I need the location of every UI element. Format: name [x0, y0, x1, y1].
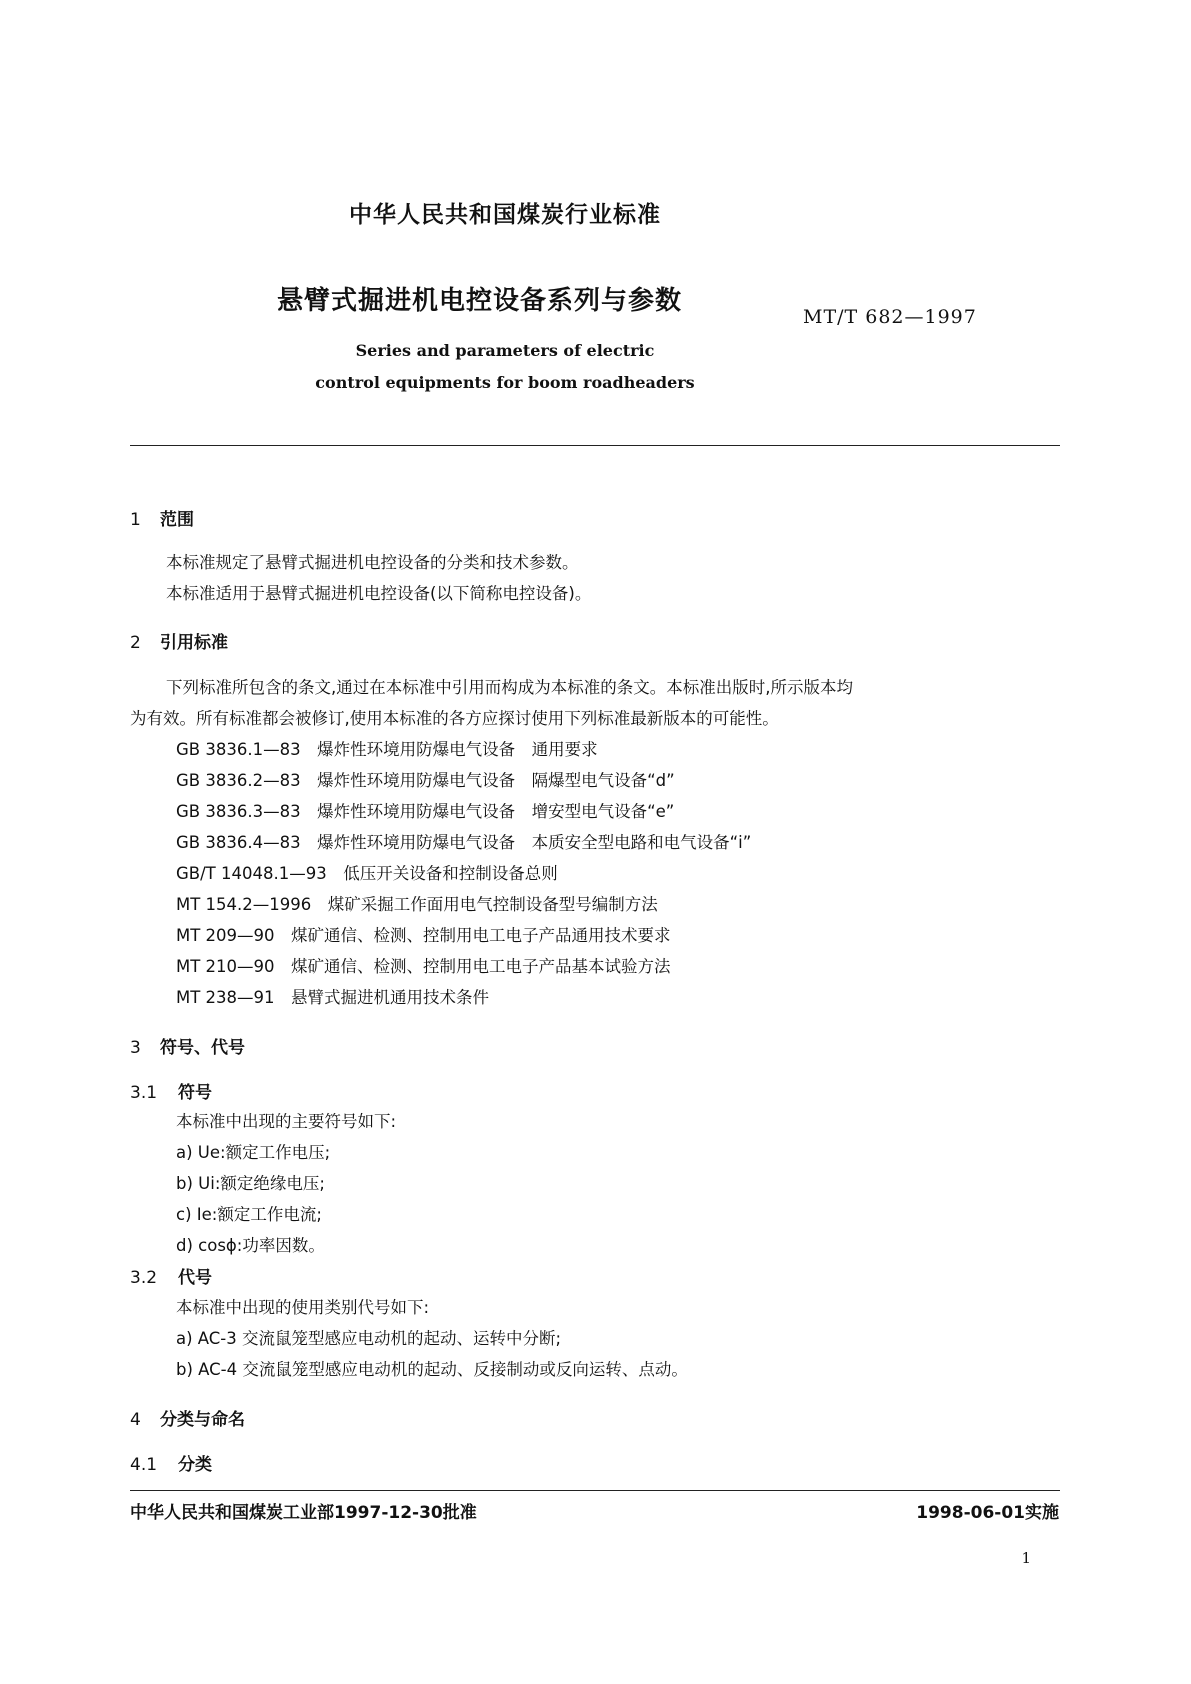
reference-item: MT 238—91 悬臂式掘进机通用技术条件	[176, 988, 490, 1007]
effective-date: 1998-06-01实施	[916, 1503, 1059, 1523]
subsection-title: 分类	[178, 1455, 212, 1475]
subsection-number: 3.1	[130, 1083, 158, 1103]
reference-item: GB 3836.1—83 爆炸性环境用防爆电气设备 通用要求	[176, 740, 598, 759]
section-4-heading	[130, 1405, 245, 1430]
header-divider	[130, 445, 1060, 446]
paragraph: 为有效。所有标准都会被修订,使用本标准的各方应探讨使用下列标准最新版本的可能性。	[130, 709, 779, 728]
section-title: 引用标准	[160, 633, 228, 653]
document-title-en-line1: Series and parameters of electric	[355, 341, 655, 360]
list-item: a) AC-3 交流鼠笼型感应电动机的起动、运转中分断;	[176, 1329, 562, 1348]
section-title: 范围	[160, 510, 194, 530]
page-number: 1	[1021, 1549, 1031, 1567]
paragraph: 本标准规定了悬臂式掘进机电控设备的分类和技术参数。	[166, 553, 579, 572]
section-title: 分类与命名	[160, 1410, 245, 1430]
reference-item: GB/T 14048.1—93 低压开关设备和控制设备总则	[176, 864, 558, 883]
document-title-en-line2: control equipments for boom roadheaders	[315, 373, 695, 392]
section-2-heading	[130, 628, 228, 653]
list-item: b) Ui:额定绝缘电压;	[176, 1174, 325, 1193]
section-3-heading	[130, 1033, 245, 1058]
reference-item: MT 209—90 煤矿通信、检测、控制用电工电子产品通用技术要求	[176, 926, 671, 945]
subsection-3-1-heading	[130, 1078, 212, 1103]
list-item: a) Ue:额定工作电压;	[176, 1143, 331, 1162]
subsection-3-2-heading	[130, 1263, 212, 1288]
section-number: 1	[130, 510, 141, 530]
subsection-title: 代号	[178, 1268, 212, 1288]
reference-item: MT 154.2—1996 煤矿采掘工作面用电气控制设备型号编制方法	[176, 895, 658, 914]
section-number: 2	[130, 633, 141, 653]
list-item: d) cosϕ:功率因数。	[176, 1236, 325, 1255]
approval-statement: 中华人民共和国煤炭工业部1997-12-30批准	[130, 1503, 477, 1523]
reference-item: GB 3836.3—83 爆炸性环境用防爆电气设备 增安型电气设备“e”	[176, 802, 675, 821]
reference-item: GB 3836.4—83 爆炸性环境用防爆电气设备 本质安全型电路和电气设备“i”	[176, 833, 752, 852]
section-number: 4	[130, 1410, 141, 1430]
list-item: c) Ie:额定工作电流;	[176, 1205, 322, 1224]
subsection-title: 符号	[178, 1083, 212, 1103]
section-title: 符号、代号	[160, 1038, 245, 1058]
paragraph: 本标准适用于悬臂式掘进机电控设备(以下简称电控设备)。	[166, 584, 592, 603]
subsection-number: 3.2	[130, 1268, 158, 1288]
standard-code: MT/T 682—1997	[803, 306, 977, 328]
list-item: b) AC-4 交流鼠笼型感应电动机的起动、反接制动或反向运转、点动。	[176, 1360, 688, 1379]
paragraph: 本标准中出现的主要符号如下:	[176, 1112, 397, 1131]
subsection-4-1-heading	[130, 1450, 212, 1475]
reference-item: GB 3836.2—83 爆炸性环境用防爆电气设备 隔爆型电气设备“d”	[176, 771, 675, 790]
section-number: 3	[130, 1038, 141, 1058]
subsection-number: 4.1	[130, 1455, 158, 1475]
paragraph: 下列标准所包含的条文,通过在本标准中引用而构成为本标准的条文。本标准出版时,所示版本均	[166, 678, 853, 697]
standard-type-heading: 中华人民共和国煤炭行业标准	[349, 202, 661, 228]
reference-item: MT 210—90 煤矿通信、检测、控制用电工电子产品基本试验方法	[176, 957, 671, 976]
section-1-heading	[130, 505, 194, 530]
document-title-cn: 悬臂式掘进机电控设备系列与参数	[277, 286, 683, 316]
footer-divider	[130, 1490, 1060, 1491]
paragraph: 本标准中出现的使用类别代号如下:	[176, 1298, 430, 1317]
